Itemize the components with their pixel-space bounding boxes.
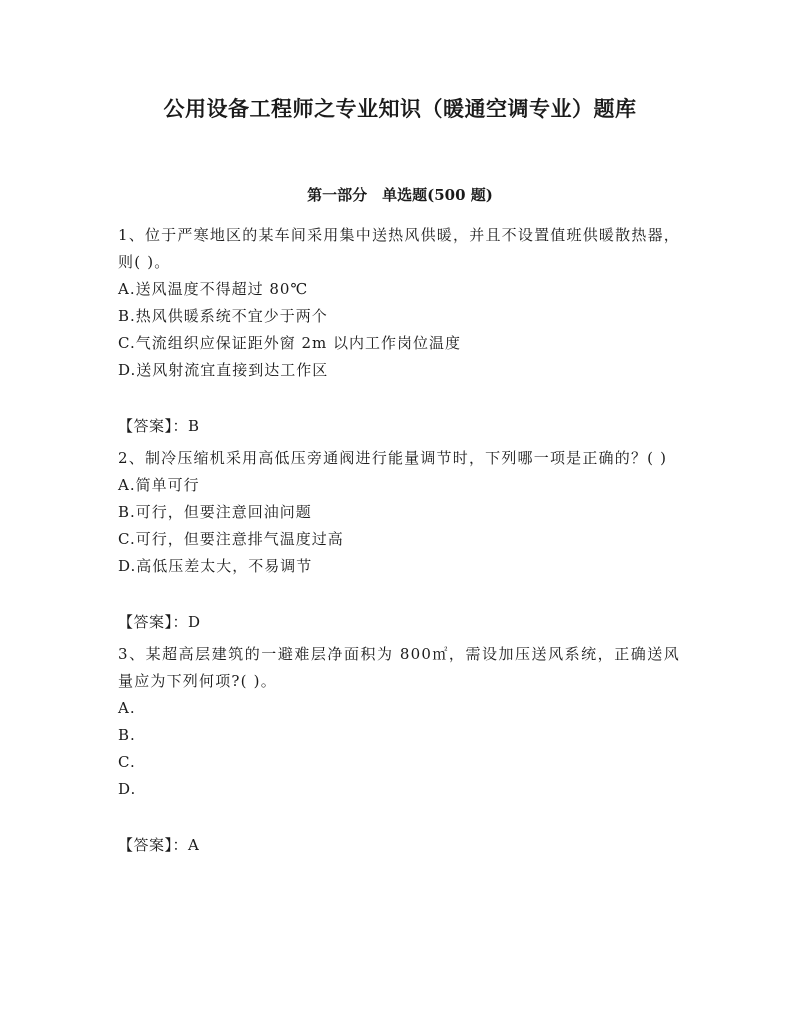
option-c: C. xyxy=(118,753,136,771)
section-title: 第一部分 单选题(500 题) xyxy=(307,186,493,204)
answer-value: A xyxy=(188,836,200,854)
option-d: D.送风射流宜直接到达工作区 xyxy=(118,361,329,379)
option-a: A. xyxy=(118,699,136,717)
question-list xyxy=(118,222,680,864)
answer-label: 【答案】： xyxy=(118,613,189,631)
answer-value: B xyxy=(188,417,200,435)
answer-label: 【答案】： xyxy=(118,836,189,854)
option-b: B.热风供暖系统不宜少于两个 xyxy=(118,307,328,325)
document-title: 公用设备工程师之专业知识（暖通空调专业）题库 xyxy=(163,96,637,121)
answer-value: D xyxy=(188,613,201,631)
question-stem: 3、某超高层建筑的一避难层净面积为 800㎡，需设加压送风系统，正确送风量应为下列何项?( )。 xyxy=(118,645,680,690)
answer-line xyxy=(118,413,680,440)
option-b: B. xyxy=(118,726,136,744)
answer-line xyxy=(118,609,680,636)
question-stem: 2、制冷压缩机采用高低压旁通阀进行能量调节时，下列哪一项是正确的？( ) xyxy=(118,449,668,467)
question-1 xyxy=(118,222,680,440)
option-a: A.送风温度不得超过 80℃ xyxy=(118,280,309,298)
question-stem: 1、位于严寒地区的某车间采用集中送热风供暖，并且不设置值班供暖散热器，则( )。 xyxy=(118,226,680,271)
option-d: D. xyxy=(118,780,137,798)
answer-label: 【答案】： xyxy=(118,417,189,435)
option-a: A.简单可行 xyxy=(118,476,200,494)
question-3 xyxy=(118,641,680,859)
option-b: B.可行，但要注意回油问题 xyxy=(118,503,312,521)
option-d: D.高低压差太大，不易调节 xyxy=(118,557,313,575)
option-c: C.气流组织应保证距外窗 2m 以内工作岗位温度 xyxy=(118,334,462,352)
question-2 xyxy=(118,445,680,636)
answer-line xyxy=(118,832,680,859)
option-c: C.可行，但要注意排气温度过高 xyxy=(118,530,344,548)
